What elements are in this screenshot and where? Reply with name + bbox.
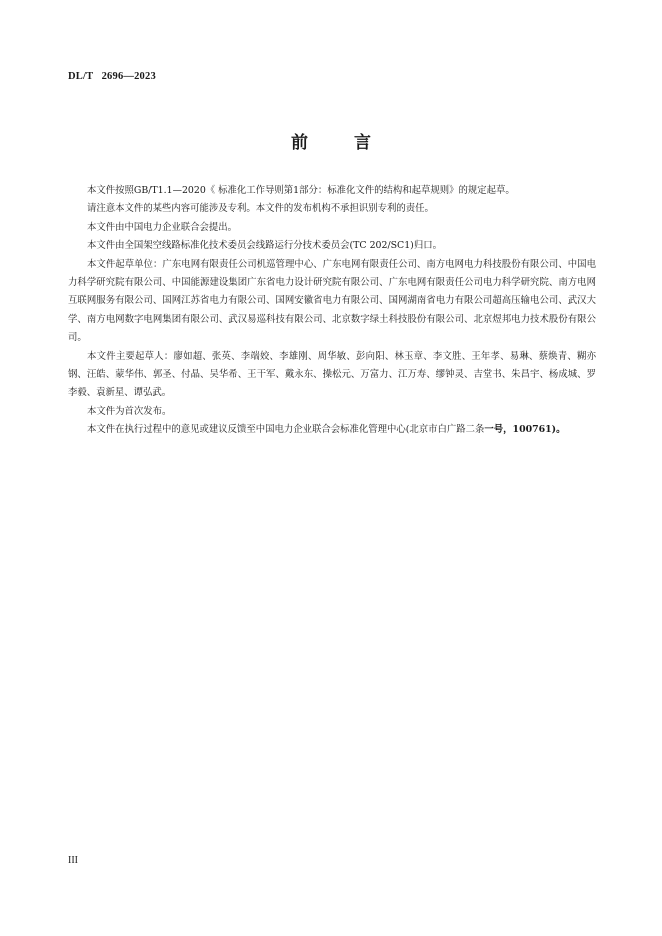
paragraph-feedback	[68, 421, 596, 439]
paragraph-drafting-units: 本文件起草单位：广东电网有限责任公司机巡管理中心、广东电网有限责任公司、南方电网电力科技股份有限公司、中国电力科学研究院有限公司、中国能源建设集团广东省电力设计研究院有限公司、广东电网有限责任公司电力科学研究院、南方电网互联网服务有限公司、国网江苏省电力有限公司、国网安徽省电力有限公司、国网湖南省电力有限公司超高压输电公司、武汉大学、南方电网数字电网集团有限公司、武汉易巡科技有限公司、北京数字绿土科技股份有限公司、北京煜邦电力技术股份有限公司。	[68, 258, 596, 344]
standard-code: DL/T 2696—2023	[68, 71, 156, 82]
paragraph-drafting-rules: 本文件按照GB/T1.1—2020《 标准化工作导则第1部分：标准化文件的结构和起草规则》的规定起草。	[87, 185, 515, 196]
paragraph-proposed-by: 本文件由中国电力企业联合会提出。	[87, 221, 238, 233]
page-title: 前 言	[291, 133, 391, 153]
foreword-body	[68, 182, 596, 440]
feedback-text: 本文件在执行过程中的意见或建议反馈至中国电力企业联合会标准化管理中心(北京市白广路二条	[87, 424, 485, 436]
paragraph-main-drafters: 本文件主要起草人：廖如超、张英、李端姣、李雄刚、周华敏、彭向阳、林玉章、李文胜、王年孝、易琳、蔡焕青、糊亦钢、汪皓、蒙华伟、郭圣、付晶、吴华希、王干军、戴永东、操松元、万富力、江万寿、缪钟灵、吉堂书、朱昌宇、杨成城、罗李毅、袁新星、谭弘武。	[68, 350, 596, 399]
paragraph-first-release: 本文件为首次发布。	[87, 405, 172, 417]
paragraph-centralized-by: 本文件由全国架空线路标准化技术委员会线路运行分技术委员会(TC 202/SC1)归口。	[87, 240, 442, 252]
page-number: III	[68, 855, 78, 866]
paragraph-patent-notice: 请注意本文件的某些内容可能涉及专利。本文件的发布机构不承担识别专利的责任。	[87, 203, 434, 215]
feedback-address-tail: 一号，100761)。	[484, 424, 566, 436]
